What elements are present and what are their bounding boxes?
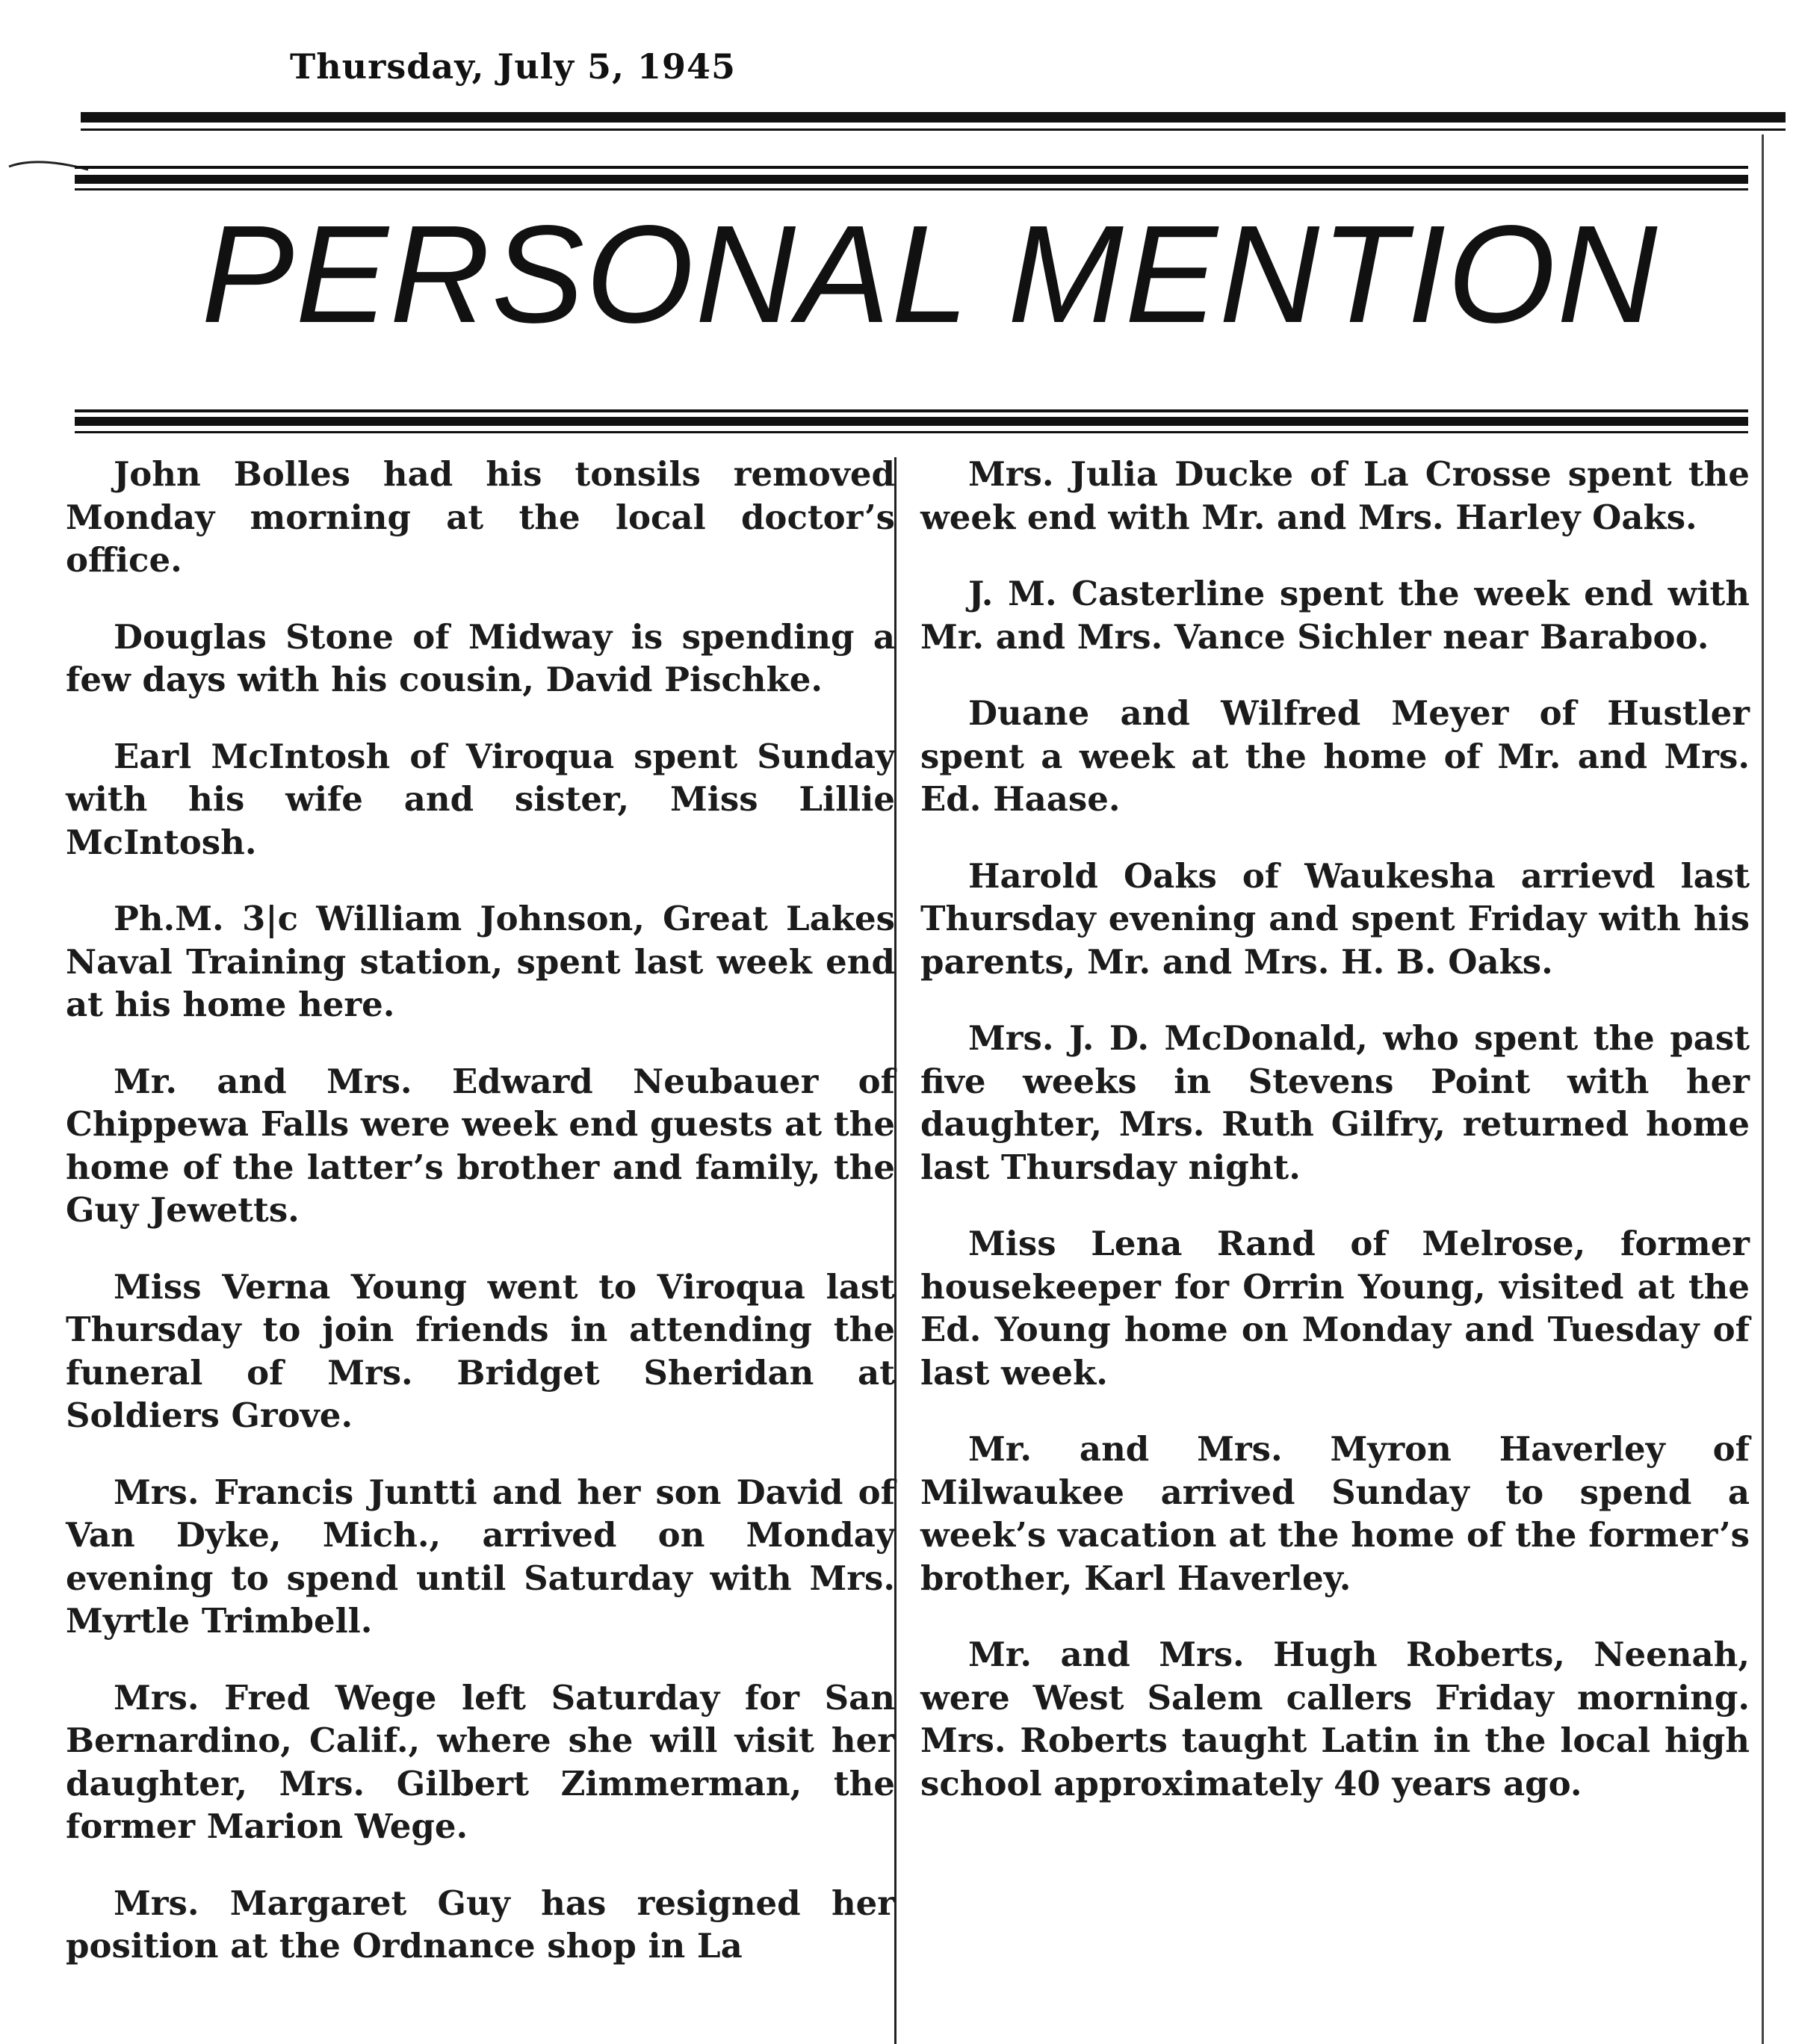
top-thick-rule [81,112,1786,123]
masthead-top-rule-thin [75,166,1748,169]
news-item: Mr. and Mrs. Edward Neubauer of Chippewa Falls were week end guests at the home of the latter’s brother and family, the Guy Jewetts. [66,1061,895,1230]
masthead-bottom-rule-thick [75,417,1748,426]
news-item: Douglas Stone of Midway is spending a few days with his cousin, David Pischke. [66,616,895,699]
news-item: Harold Oaks of Waukesha arrievd last Thursday evening and spent Friday with his parents, Mr. and Mrs. H. B. Oaks. [920,855,1750,982]
news-item: Duane and Wilfred Meyer of Hustler spent a week at the home of Mr. and Mrs. Ed. Haase. [920,693,1750,819]
page-title: PERSONAL MENTION [201,197,1659,352]
masthead-top-rule-thick [75,175,1748,184]
news-item: Ph.M. 3|c William Johnson, Great Lakes Naval Training station, spent last week end at his home here. [66,899,895,1024]
news-item: John Bolles had his tonsils removed Monday morning at the local doctor’s office. [66,454,895,580]
right-border-rule [1762,134,1764,2044]
news-item: Mrs. Julia Ducke of La Crosse spent the week end with Mr. and Mrs. Harley Oaks. [920,454,1750,537]
right-column [920,453,1750,1839]
news-item: Mr. and Mrs. Hugh Roberts, Neenah, were West Salem callers Friday morning. Mrs. Roberts taught Latin in the local high school approximately 40 years ago. [920,1635,1750,1803]
news-item: Mrs. J. D. McDonald, who spent the past five weeks in Stevens Point with her daughter, Mrs. Ruth Gilfry, returned home last Thursday night. [920,1018,1750,1187]
masthead-bottom-rule-thin-2 [75,431,1748,433]
news-item: Mrs. Margaret Guy has resigned her position at the Ordnance shop in La [66,1883,895,1966]
news-item: Mr. and Mrs. Myron Haverley of Milwaukee arrived Sunday to spend a week’s vacation at the home of the former’s brother, Karl Haverley. [920,1429,1750,1598]
news-item: Miss Lena Rand of Melrose, former housekeeper for Orrin Young, visited at the Ed. Young home on Monday and Tuesday of last week. [920,1224,1750,1393]
news-item: Mrs. Fred Wege left Saturday for San Bernardino, Calif., where she will visit her daughter, Mrs. Gilbert Zimmerman, the former Marion Wege. [66,1677,895,1846]
left-column [66,453,895,2001]
news-item: Earl McIntosh of Viroqua spent Sunday with his wife and sister, Miss Lillie McIntosh. [66,736,895,862]
top-thin-rule [81,128,1786,131]
dateline: Thursday, July 5, 1945 [290,46,737,87]
news-item: Mrs. Francis Juntti and her son David of Van Dyke, Mich., arrived on Monday evening to spend until Saturday with Mrs. Myrtle Trimbell. [66,1472,895,1641]
news-item: Miss Verna Young went to Viroqua last Thursday to join friends in attending the funeral of Mrs. Bridget Sheridan at Soldiers Grove. [66,1266,895,1435]
scan-mark [7,153,90,176]
news-item: J. M. Casterline spent the week end with Mr. and Mrs. Vance Sichler near Baraboo. [920,574,1750,657]
masthead-bottom-rule-thin [75,409,1748,412]
masthead-top-rule-thin-2 [75,188,1748,191]
